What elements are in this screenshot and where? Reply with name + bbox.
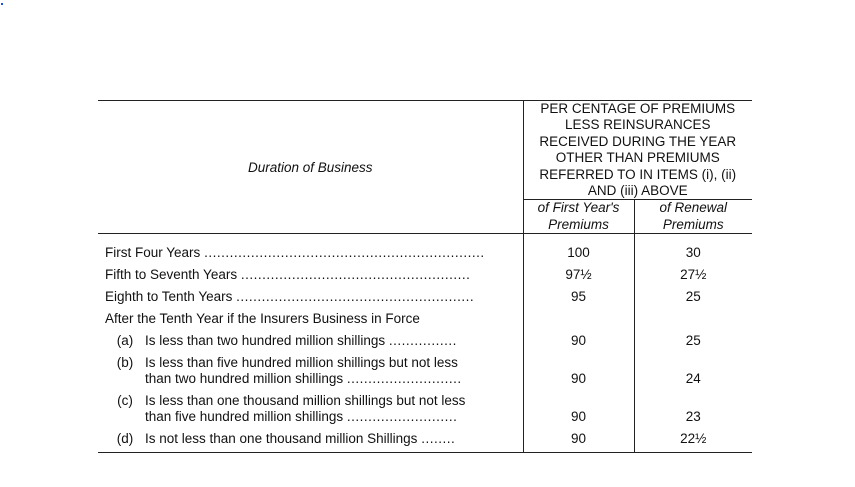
table-row [98, 352, 752, 390]
first-year-value: 97½ [523, 264, 634, 286]
renewal-value: 24 [634, 352, 752, 390]
renewal-value: 25 [634, 286, 752, 308]
leader-dots: ................ [388, 333, 457, 349]
label-text: Is not less than one thousand million Shillings [145, 431, 418, 447]
renewal-value: 25 [634, 330, 752, 352]
item-marker: (b) [116, 355, 134, 371]
group-header-line-1: PER CENTAGE OF PREMIUMS [540, 101, 736, 116]
renewal-value: 27½ [634, 264, 752, 286]
group-header-line-6: AND (iii) ABOVE [587, 183, 688, 199]
leader-dots: ........ [421, 431, 456, 447]
percentage-group-header [523, 101, 752, 200]
leader-dots: ...................................................... [240, 267, 471, 283]
first-year-value: 100 [523, 242, 634, 264]
label-text-line-1: Is less than one thousand million shillings but not less [145, 393, 466, 409]
renewal-header-line-2: Premiums [662, 216, 724, 232]
group-header-line-5: REFERRED TO IN ITEMS (i), (ii) [539, 166, 737, 182]
spacer-row [98, 234, 752, 243]
renewal-premiums-header [634, 200, 752, 234]
label-text-line-1: Is less than five hundred million shillings but not less [145, 355, 458, 371]
renewal-value: 22½ [634, 428, 752, 452]
section-heading: After the Tenth Year if the Insurers Business in Force [105, 311, 420, 327]
table-row [98, 286, 752, 308]
label-text: First Four Years [105, 245, 201, 261]
bottom-rule [98, 452, 752, 453]
duration-header: Duration of Business [98, 101, 523, 234]
premium-percentage-table [98, 100, 752, 453]
group-header-line-2: LESS REINSURANCES [564, 117, 711, 133]
row-label [98, 242, 523, 264]
label-text-line-2: than two hundred million shillings [145, 371, 344, 387]
section-heading-row [98, 308, 752, 330]
table-row [98, 242, 752, 264]
item-marker: (d) [116, 431, 134, 447]
group-header-line-3: RECEIVED DURING THE YEAR [539, 133, 737, 149]
label-text: Fifth to Seventh Years [105, 267, 238, 283]
item-marker: (c) [117, 393, 133, 409]
first-year-premiums-header [523, 200, 634, 234]
renewal-value: 30 [634, 242, 752, 264]
leader-dots: .................................................................. [204, 245, 485, 261]
group-header-line-4: OTHER THAN PREMIUMS [555, 150, 720, 166]
first-year-value: 95 [523, 286, 634, 308]
row-label [98, 286, 523, 308]
leader-dots: .......................... [346, 409, 458, 425]
table-row [98, 264, 752, 286]
renewal-value: 23 [634, 390, 752, 428]
header-row-1 [98, 101, 752, 200]
row-label [98, 428, 523, 452]
table-row [98, 390, 752, 428]
first-year-value: 90 [523, 352, 634, 390]
table-row [98, 330, 752, 352]
first-year-value: 90 [523, 330, 634, 352]
row-label [98, 330, 523, 352]
renewal-header-line-1: of Renewal [659, 200, 728, 216]
label-text: Is less than two hundred million shillings [145, 333, 386, 349]
leader-dots: ........................................................ [236, 289, 475, 305]
first-year-header-line-2: Premiums [548, 216, 609, 232]
row-label [98, 352, 523, 390]
label-text: Eighth to Tenth Years [105, 289, 233, 305]
table-row [98, 428, 752, 452]
leader-dots: ........................... [346, 371, 462, 387]
corner-dot [1, 3, 3, 5]
row-label [98, 390, 523, 428]
first-year-header-line-1: of First Year's [537, 200, 620, 216]
label-text-line-2: than five hundred million shillings [145, 409, 344, 425]
item-marker: (a) [116, 333, 134, 349]
first-year-value: 90 [523, 390, 634, 428]
first-year-value: 90 [523, 428, 634, 452]
row-label [98, 264, 523, 286]
